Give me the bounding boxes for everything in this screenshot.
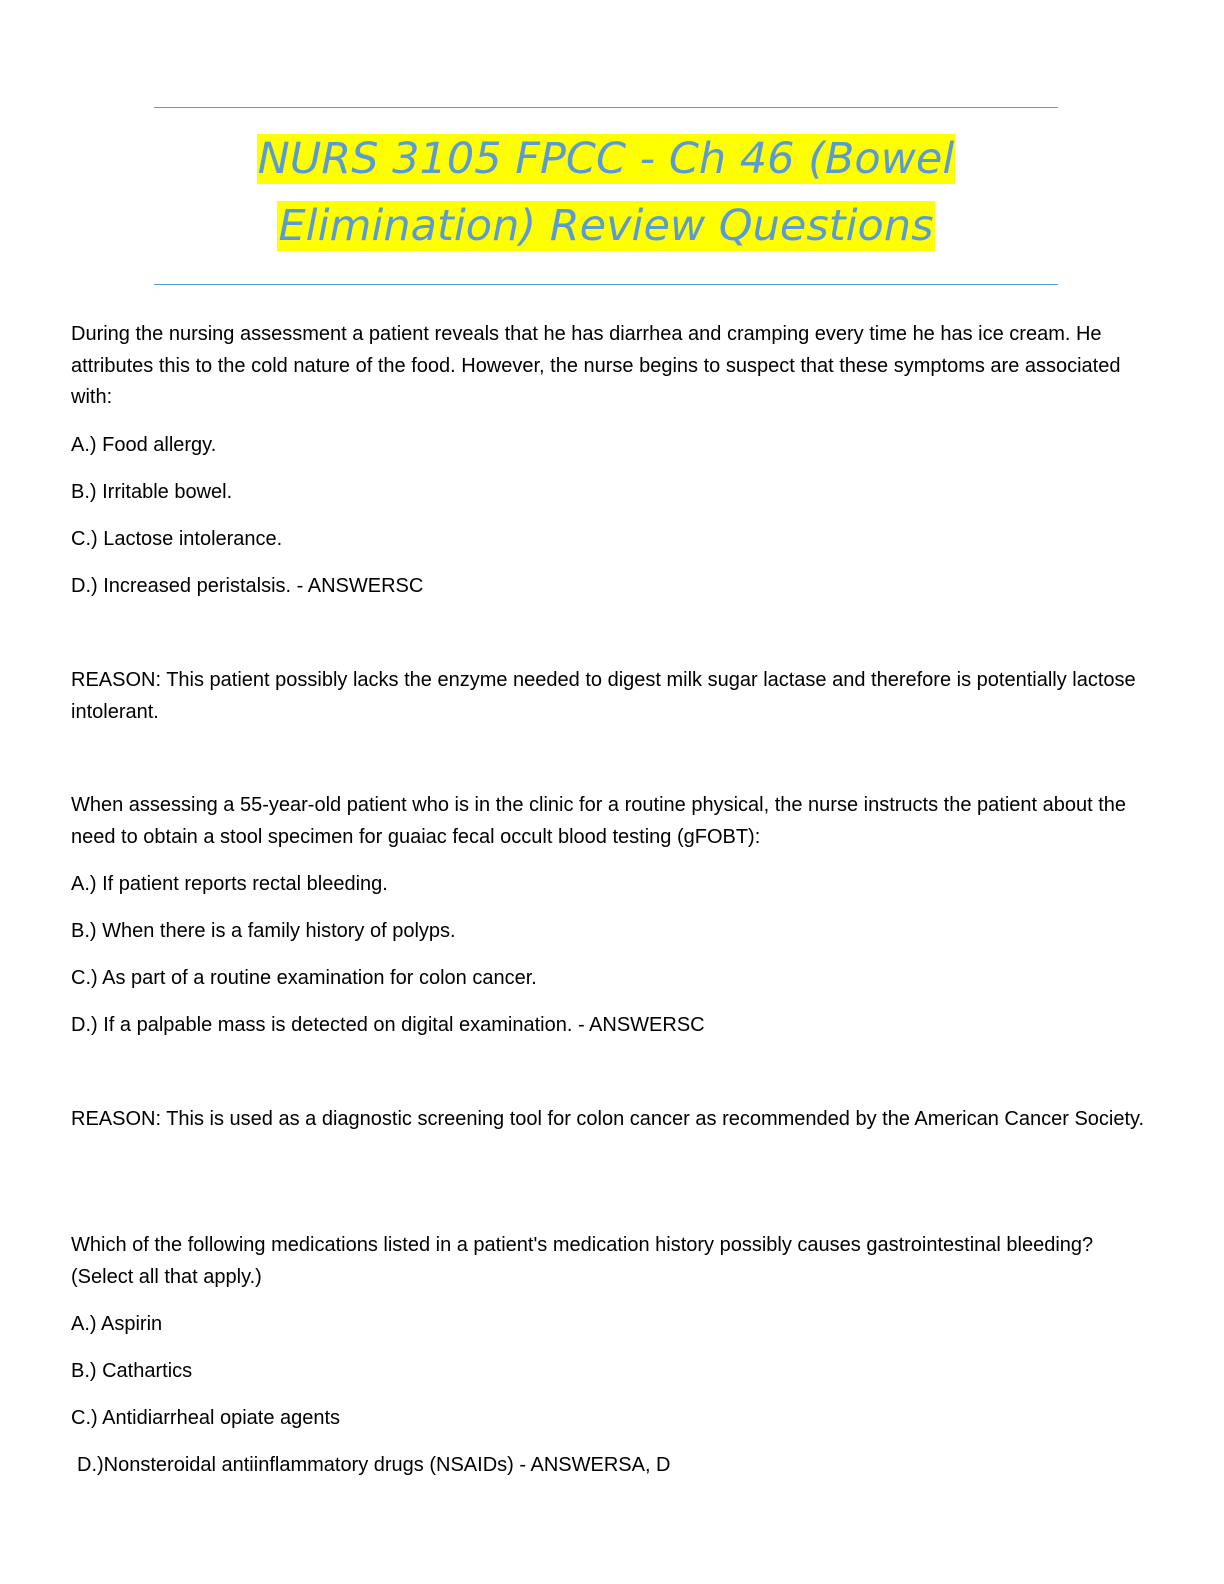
question-2-option-b: B.) When there is a family history of polyps. <box>71 920 456 942</box>
question-1-reason: REASON: This patient possibly lacks the enzyme needed to digest milk sugar lactase and therefore is potentially lactose intolerant. <box>71 669 1136 723</box>
question-3-option-b: B.) Cathartics <box>71 1360 193 1382</box>
question-3-option-a: A.) Aspirin <box>71 1313 163 1335</box>
question-1-option-b: B.) Irritable bowel. <box>71 481 233 503</box>
question-1-option-d: D.) Increased peristalsis. - ANSWERSC <box>71 575 424 597</box>
question-3-option-c: C.) Antidiarrheal opiate agents <box>71 1407 341 1429</box>
question-2-option-a: A.) If patient reports rectal bleeding. <box>71 873 388 895</box>
question-2-stem: When assessing a 55-year-old patient who is in the clinic for a routine physical, the nurse instructs the patient about the need to obtain a stool specimen for guaiac fecal occult blood testing (gFOBT): <box>71 794 1127 848</box>
question-2-option-d: D.) If a palpable mass is detected on digital examination. - ANSWERSC <box>71 1014 705 1036</box>
question-1-option-a: A.) Food allergy. <box>71 434 217 456</box>
question-2-option-c: C.) As part of a routine examination for colon cancer. <box>71 967 537 989</box>
question-1-stem: During the nursing assessment a patient reveals that he has diarrhea and cramping every time he has ice cream. He attributes this to the cold nature of the food. However, the nurse begins to suspect that these symptoms are associated with: <box>71 323 1121 408</box>
title-line-1: NURS 3105 FPCC - Ch 46 (Bowel <box>257 134 955 184</box>
question-3-option-d: D.)Nonsteroidal antiinflammatory drugs (NSAIDs) - ANSWERSA, D <box>77 1454 671 1476</box>
question-2-reason: REASON: This is used as a diagnostic screening tool for colon cancer as recommended by the American Cancer Society. <box>71 1108 1145 1130</box>
title-line-2: Elimination) Review Questions <box>278 201 934 251</box>
title-top-rule <box>154 107 1058 108</box>
question-1-option-c: C.) Lactose intolerance. <box>71 528 283 550</box>
title-bottom-rule <box>154 284 1058 285</box>
document-title <box>154 126 1058 260</box>
question-3-stem: Which of the following medications listed in a patient's medication history possibly causes gastrointestinal bleeding? (Select all that apply.) <box>71 1234 1094 1288</box>
